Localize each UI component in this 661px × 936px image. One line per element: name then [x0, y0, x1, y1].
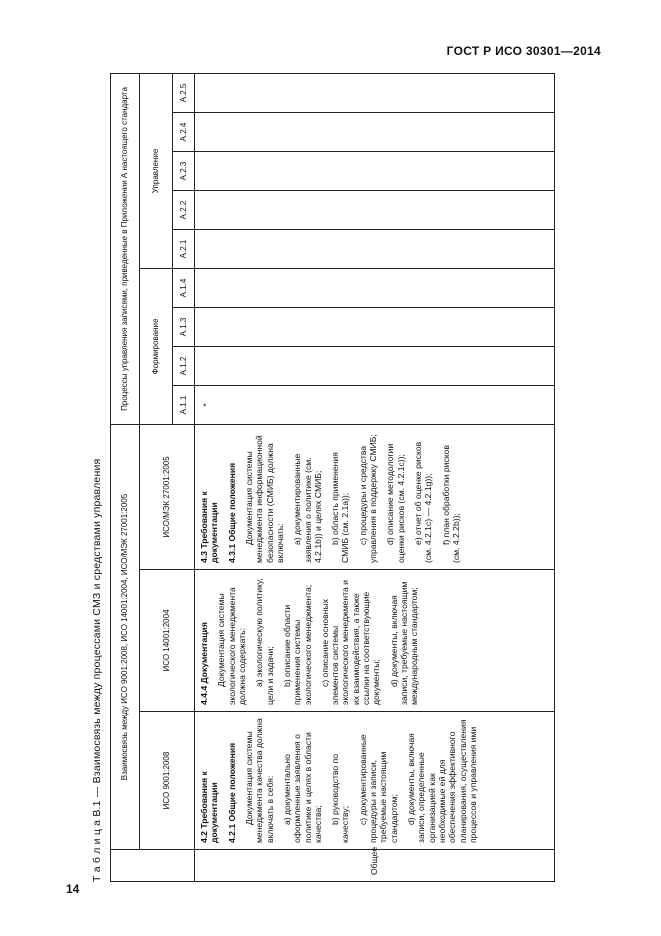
clause-item: с) процедуры и средства управления в поддержку СМИБ;	[357, 434, 379, 563]
clause-text: Документация системы менеджмента качества должна включать в себя:	[243, 718, 275, 843]
clause-item: d) документы, включая записи, требуемые настоящим международным стандартом;	[388, 581, 420, 705]
mark-a12	[195, 346, 555, 385]
relations-table	[110, 73, 555, 882]
cell-iso14001	[195, 570, 555, 712]
clause-item: b) область применения СМИБ (см. 2.1а));	[330, 452, 351, 563]
rel-header: Взаимосвязь между ИСО 9001:2008, ИСО 14001:2004, ИСО/МЭК 27001:2005	[111, 424, 140, 849]
code-a25: А.2.5	[173, 73, 195, 112]
clause-item: d) описание методологии оценки рисков (см. 4.2.1с));	[385, 443, 406, 563]
col-iso9001: ИСО 9001:2008	[140, 712, 195, 850]
management-header: Управление	[140, 73, 173, 268]
clause-heading: 4.3 Требования к документации	[199, 491, 220, 563]
document-header: ГОСТ Р ИСО 30301—2014	[446, 44, 601, 58]
clause-item: а) документально оформленные заявления о политике и целях в области качества;	[281, 732, 323, 843]
code-a23: А.2.3	[173, 151, 195, 190]
clause-item: с) описание основных элементов системы экологического менеджмента и их взаимодействия, а также ссылки на соответствующие документы;	[319, 580, 382, 705]
code-a24: А.2.4	[173, 112, 195, 151]
mark-a25	[195, 73, 555, 112]
mark-a14	[195, 268, 555, 307]
rotated-table-area	[89, 74, 572, 882]
mark-a24	[195, 112, 555, 151]
clause-item: а) документированные заявления о политике (см. 4.2.1b)) и целях СМИБ;	[292, 453, 323, 563]
clause-heading: 4.4.4 Документация	[199, 622, 209, 705]
clause-heading: 4.2 Требования к документации	[199, 771, 220, 843]
clause-item: b) руководство по качеству;	[330, 753, 351, 843]
formation-header: Формирование	[140, 268, 173, 424]
clause-item: b) описание области применения системы экологического менеджмента;	[281, 584, 313, 705]
mark-a11: *	[195, 385, 555, 424]
cell-iso27001	[195, 424, 555, 569]
mark-a21	[195, 229, 555, 268]
clause-item: е) отчет об оценке рисков (см. 4.2.1с) — 4.2.1g));	[413, 441, 434, 563]
clause-item: d) документы, включая записи, определенные организацией как необходимые ей для обеспечения эффективного планирования, осуществления процессов и управления ими	[406, 719, 478, 843]
code-a11: А.1.1	[173, 385, 195, 424]
table-caption: Т а б л и ц а В.1 — Взаимосвязь между процессами СМЗ и средствами управления	[91, 458, 103, 882]
code-a22: А.2.2	[173, 190, 195, 229]
clause-text: Документация системы менеджмента информационной безопасности (СМИБ) должна включать:	[243, 435, 285, 563]
code-a14: А.1.4	[173, 268, 195, 307]
mark-a23	[195, 151, 555, 190]
col-iso14001: ИСО 14001:2004	[140, 570, 195, 712]
clause-subheading: 4.3.1 Общие положения	[226, 462, 237, 563]
mark-a13	[195, 307, 555, 346]
clause-item: с) документированные процедуры и записи, требуемые настоящим стандартом;	[357, 734, 399, 843]
col-iso27001: ИСО/МЭК 27001:2005	[140, 424, 195, 569]
mark-a22	[195, 190, 555, 229]
processes-header: Процессы управления записями, приведенные в Приложении А настоящего стандарта	[111, 73, 140, 424]
code-a12: А.1.2	[173, 346, 195, 385]
clause-item: а) экологическую политику, цели и задачи;	[254, 578, 275, 705]
corner-cell	[111, 850, 195, 882]
cell-iso9001	[195, 712, 555, 850]
clause-subheading: 4.2.1 Общие положения	[226, 742, 237, 843]
code-a13: А.1.3	[173, 307, 195, 346]
clause-text: Документация системы экологического менеджмента должна содержать:	[216, 587, 247, 705]
clause-item: f) план обработки рисков (см. 4.2.2b));	[440, 445, 461, 563]
code-a21: А.2.1	[173, 229, 195, 268]
row-label-general: Общее	[195, 850, 555, 882]
page-number: 14	[66, 882, 80, 896]
